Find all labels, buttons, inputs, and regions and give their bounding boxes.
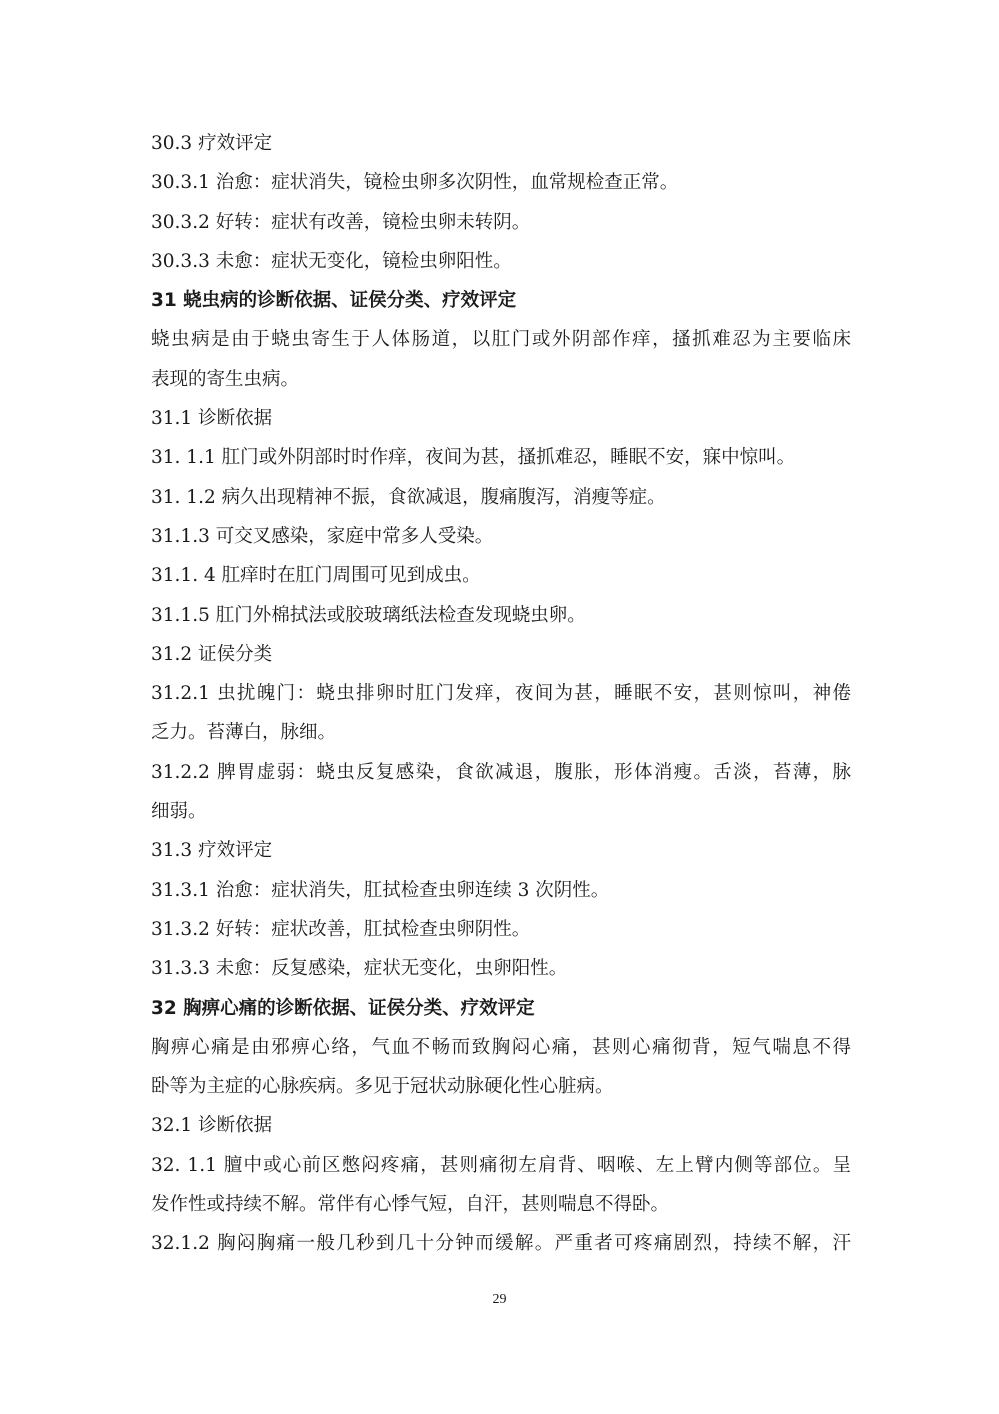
body-text-line: 32.1.2 胸闷胸痛一般几秒到几十分钟而缓解。严重者可疼痛剧烈，持续不解，汗 bbox=[151, 1233, 851, 1255]
body-text-line: 31. 1.1 肛门或外阴部时时作痒，夜间为甚，搔抓难忍，睡眠不安，寐中惊叫。 bbox=[151, 447, 796, 469]
subsection-heading: 31.3 疗效评定 bbox=[151, 840, 273, 862]
section-heading: 31 蛲虫病的诊断依据、证侯分类、疗效评定 bbox=[151, 290, 517, 312]
body-text-line: 31.2.2 脾胃虚弱：蛲虫反复感染，食欲减退，腹胀，形体消瘦。舌淡，苔薄，脉 bbox=[151, 761, 851, 783]
body-text-line: 卧等为主症的心脉疾病。多见于冠状动脉硬化性心脏病。 bbox=[151, 1076, 614, 1098]
body-text-line: 30.3.3 未愈：症状无变化，镜检虫卵阳性。 bbox=[151, 250, 512, 272]
page-number: 29 bbox=[492, 1292, 507, 1307]
body-text-line: 乏力。苔薄白，脉细。 bbox=[151, 722, 337, 744]
body-text-line: 发作性或持续不解。常伴有心悸气短，自汗，甚则喘息不得卧。 bbox=[151, 1194, 670, 1216]
subsection-heading: 31.1 诊断依据 bbox=[151, 408, 273, 430]
body-text-line: 31.2.1 虫扰魄门：蛲虫排卵时肛门发痒，夜间为甚，睡眠不安，甚则惊叫，神倦 bbox=[151, 683, 851, 705]
body-text-line: 30.3.2 好转：症状有改善，镜检虫卵未转阴。 bbox=[151, 211, 531, 233]
body-text-line: 胸痹心痛是由邪痹心络，气血不畅而致胸闷心痛，甚则心痛彻背，短气喘息不得 bbox=[151, 1036, 851, 1058]
body-text-line: 蛲虫病是由于蛲虫寄生于人体肠道，以肛门或外阴部作痒，搔抓难忍为主要临床 bbox=[151, 329, 851, 351]
body-text-line: 31.3.3 未愈：反复感染，症状无变化，虫卵阳性。 bbox=[151, 958, 568, 980]
body-text-line: 32. 1.1 膻中或心前区憋闷疼痛，甚则痛彻左肩背、咽喉、左上臂内侧等部位。呈 bbox=[151, 1154, 851, 1176]
body-text-line: 31.1. 4 肛痒时在肛门周围可见到成虫。 bbox=[151, 565, 481, 587]
subsection-heading: 30.3 疗效评定 bbox=[151, 133, 273, 154]
document-body bbox=[151, 124, 851, 1264]
body-text-line: 31.1.5 肛门外棉拭法或胶玻璃纸法检查发现蛲虫卵。 bbox=[151, 604, 586, 626]
body-text-line: 31.3.1 治愈：症状消失，肛拭检查虫卵连续 3 次阴性。 bbox=[151, 879, 610, 901]
body-text-line: 30.3.1 治愈：症状消失，镜检虫卵多次阴性，血常规检查正常。 bbox=[151, 172, 679, 194]
body-text-line: 31. 1.2 病久出现精神不振，食欲减退，腹痛腹泻，消瘦等症。 bbox=[151, 486, 666, 508]
body-text-line: 31.1.3 可交叉感染，家庭中常多人受染。 bbox=[151, 525, 494, 547]
subsection-heading: 32.1 诊断依据 bbox=[151, 1115, 273, 1137]
body-text-line: 31.3.2 好转：症状改善，肛拭检查虫卵阴性。 bbox=[151, 918, 531, 940]
subsection-heading: 31.2 证侯分类 bbox=[151, 643, 273, 665]
body-text-line: 表现的寄生虫病。 bbox=[151, 368, 300, 390]
body-text-line: 细弱。 bbox=[151, 801, 207, 823]
section-heading: 32 胸痹心痛的诊断依据、证侯分类、疗效评定 bbox=[151, 997, 535, 1019]
